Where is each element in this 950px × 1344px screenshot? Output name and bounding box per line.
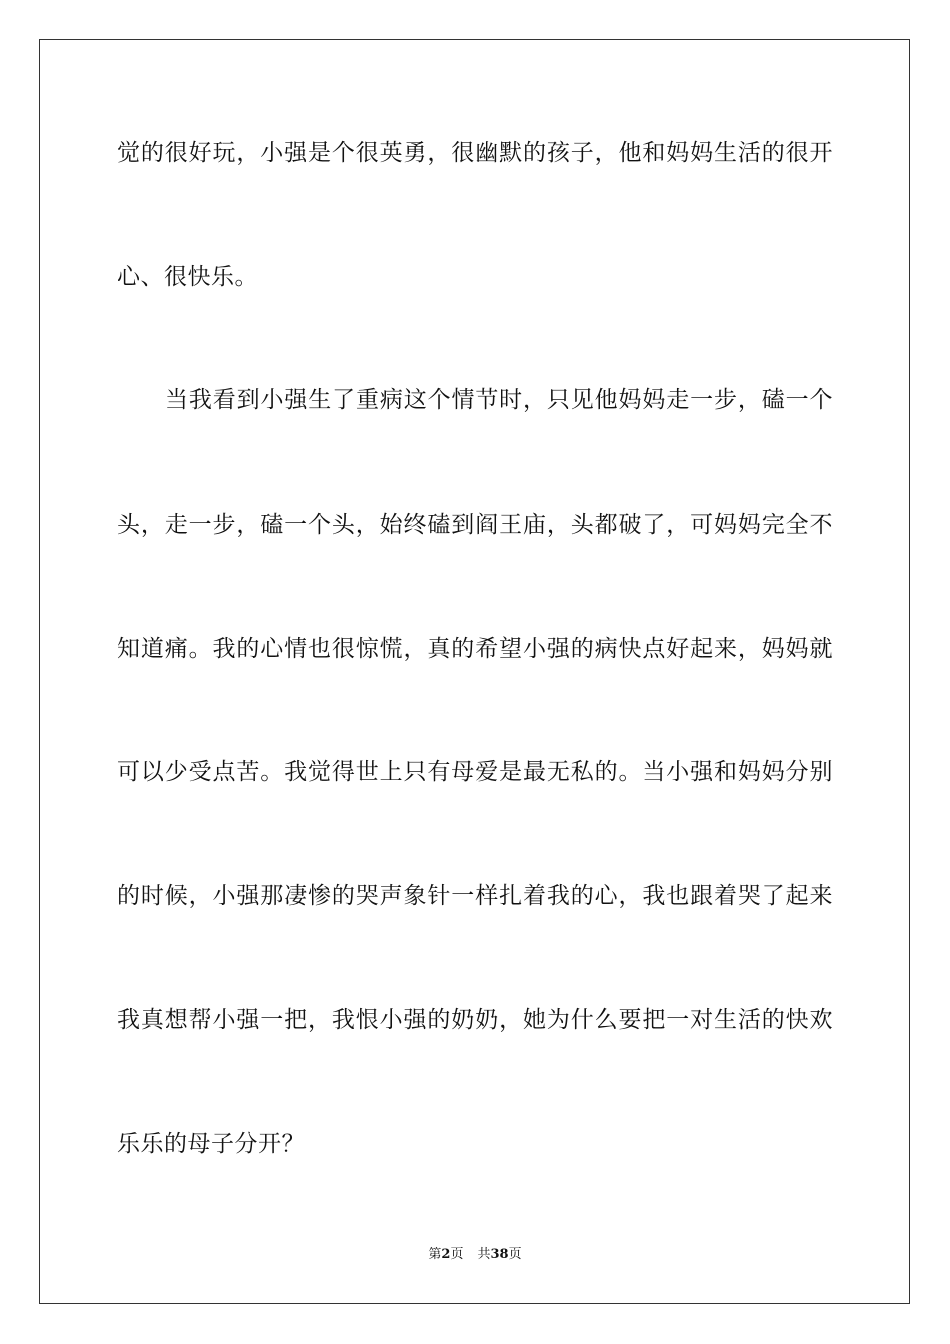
paragraph-line-7: 的时候，小强那凄惨的哭声象针一样扎着我的心，我也跟着哭了起来 <box>117 883 833 909</box>
current-page-number: 2 <box>441 1247 451 1262</box>
paragraph-line-6: 可以少受点苦。我觉得世上只有母爱是最无私的。当小强和妈妈分别 <box>117 759 833 785</box>
page-prefix: 第 <box>428 1247 442 1262</box>
page-suffix: 页 <box>450 1247 464 1262</box>
page-footer <box>0 1246 950 1264</box>
paragraph-line-5: 知道痛。我的心情也很惊慌，真的希望小强的病快点好起来，妈妈就 <box>117 636 833 662</box>
paragraph-line-3: 当我看到小强生了重病这个情节时，只见他妈妈走一步，磕一个 <box>165 387 833 413</box>
paragraph-line-9: 乐乐的母子分开？ <box>117 1131 305 1157</box>
total-pages-number: 38 <box>490 1247 509 1262</box>
paragraph-line-8: 我真想帮小强一把，我恨小强的奶奶，她为什么要把一对生活的快欢 <box>117 1007 833 1033</box>
paragraph-line-1: 觉的很好玩，小强是个很英勇，很幽默的孩子，他和妈妈生活的很开 <box>117 140 833 166</box>
total-prefix: 共 <box>477 1247 491 1262</box>
paragraph-line-4: 头，走一步，磕一个头，始终磕到阎王庙，头都破了，可妈妈完全不 <box>117 512 833 538</box>
page-frame <box>39 39 910 1304</box>
total-suffix: 页 <box>508 1247 522 1262</box>
paragraph-line-2: 心、很快乐。 <box>117 264 258 290</box>
